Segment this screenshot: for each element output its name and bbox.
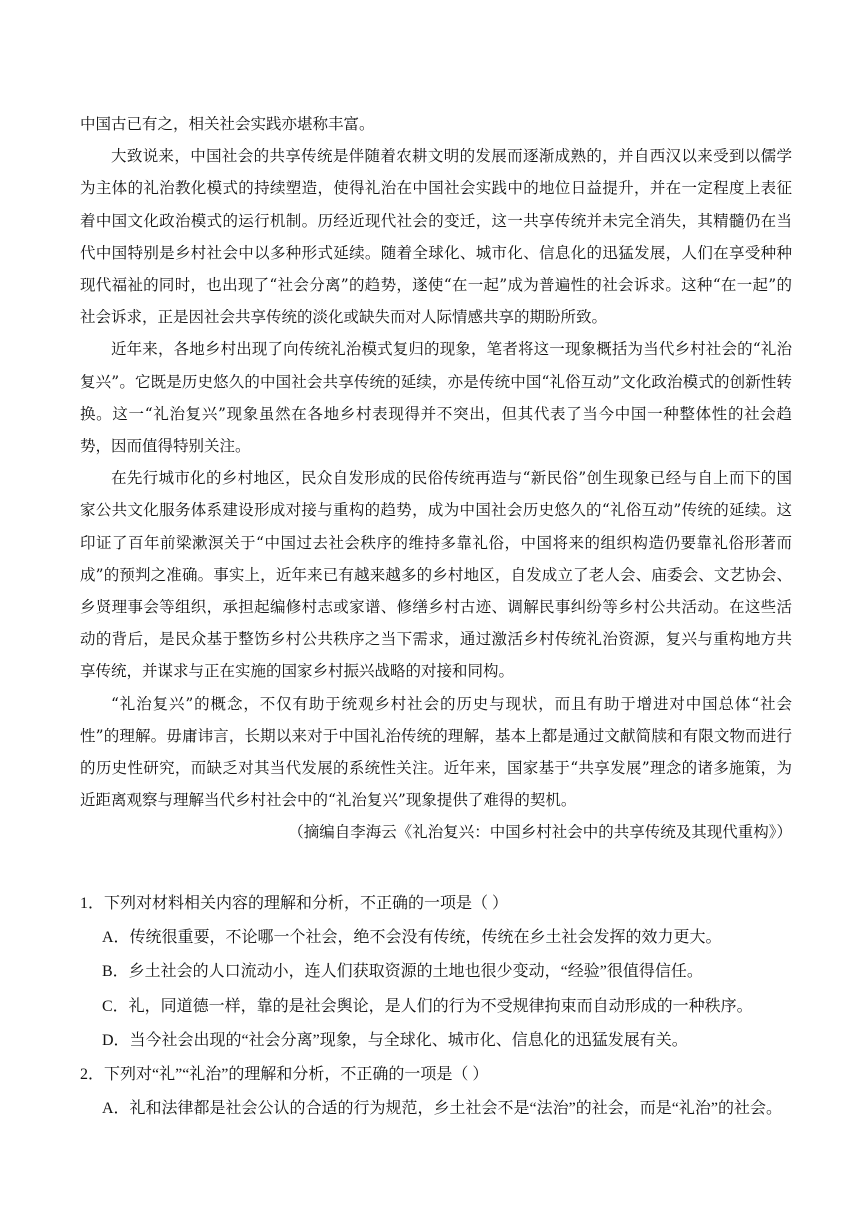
- passage-paragraph: 在先行城市化的乡村地区，民众自发形成的民俗传统再造与“新民俗”创生现象已经与自上而下的国家公共文化服务体系建设形成对接与重构的趋势，成为中国社会历史悠久的“礼俗互动”传统的延续。这印证了百年前梁漱溟关于“中国过去社会秩序的维持多靠礼俗，中国将来的组织构造仍要靠礼俗形著而成”的预判之准确。事实上，近年来已有越来越多的乡村地区，自发成立了老人会、庙委会、文艺协会、乡贤理事会等组织，承担起编修村志或家谱、修缮乡村古迹、调解民事纠纷等乡村公共活动。在这些活动的背后，是民众基于整饬乡村公共秩序之当下需求，通过激活乡村传统礼治资源，复兴与重构地方共享传统，并谋求与正在实施的国家乡村振兴战略的对接和同构。: [80, 469, 792, 681]
- passage-paragraph: “礼治复兴”的概念，不仅有助于统观乡村社会的历史与现状，而且有助于增进对中国总体“社会性”的理解。毋庸讳言，长期以来对于中国礼治传统的理解，基本上都是通过文献简牍和有限文物而进行的历史性研究，而缺乏对其当代发展的系统性关注。近年来，国家基于“共享发展”理念的诸多施策，为近距离观察与理解当代乡村社会中的“礼治复兴”现象提供了难得的契机。: [80, 694, 792, 810]
- reading-passage: [80, 108, 792, 849]
- question-option: A．礼和法律都是社会公认的合适的行为规范，乡土社会不是“法治”的社会，而是“礼治”的社会。: [102, 1100, 782, 1118]
- passage-paragraph: 近年来，各地乡村出现了向传统礼治模式复归的现象，笔者将这一现象概括为当代乡村社会的“礼治复兴”。它既是历史悠久的中国社会共享传统的延续，亦是传统中国“礼俗互动”文化政治模式的创新性转换。这一“礼治复兴”现象虽然在各地乡村表现得并不突出，但其代表了当今中国一种整体性的社会趋势，因而值得特别关注。: [80, 340, 792, 456]
- passage-paragraph-continued: 中国古已有之，相关社会实践亦堪称丰富。: [80, 115, 375, 133]
- question-option: A．传统很重要，不论哪一个社会，绝不会没有传统，传统在乡土社会发挥的效力更大。: [102, 929, 722, 947]
- passage-paragraph: 大致说来，中国社会的共享传统是伴随着农耕文明的发展而逐渐成熟的，并自西汉以来受到以儒学为主体的礼治教化模式的持续塑造，使得礼治在中国社会实践中的地位日益提升，并在一定程度上表征着中国文化政治模式的运行机制。历经近现代社会的变迁，这一共享传统并未完全消失，其精髓仍在当代中国特别是乡村社会中以多种形式延续。随着全球化、城市化、信息化的迅猛发展，人们在享受种种现代福祉的同时，也出现了“社会分离”的趋势，遂使“在一起”成为普遍性的社会诉求。这种“在一起”的社会诉求，正是因社会共享传统的淡化或缺失而对人际情感共享的期盼所致。: [80, 147, 792, 327]
- question-item: [80, 887, 792, 1058]
- passage-source: （摘编自李海云《礼治复兴：中国乡村社会中的共享传统及其现代重构》）: [288, 823, 792, 842]
- question-option: B．乡土社会的人口流动小，连人们获取资源的土地也很少变动，“经验”很值得信任。: [102, 963, 703, 981]
- question-item: [80, 1058, 792, 1126]
- question-stem: 1．下列对材料相关内容的理解和分析，不正确的一项是（ ）: [80, 895, 509, 912]
- question-stem: 2．下列对“礼”“礼治”的理解和分析，不正确的一项是（ ）: [80, 1066, 489, 1084]
- question-option: C．礼，同道德一样，靠的是社会舆论，是人们的行为不受规律拘束而自动形成的一种秩序。: [102, 997, 753, 1015]
- question-list: [80, 887, 792, 1126]
- question-option: D．当今社会出现的“社会分离”现象，与全球化、城市化、信息化的迅猛发展有关。: [102, 1031, 688, 1049]
